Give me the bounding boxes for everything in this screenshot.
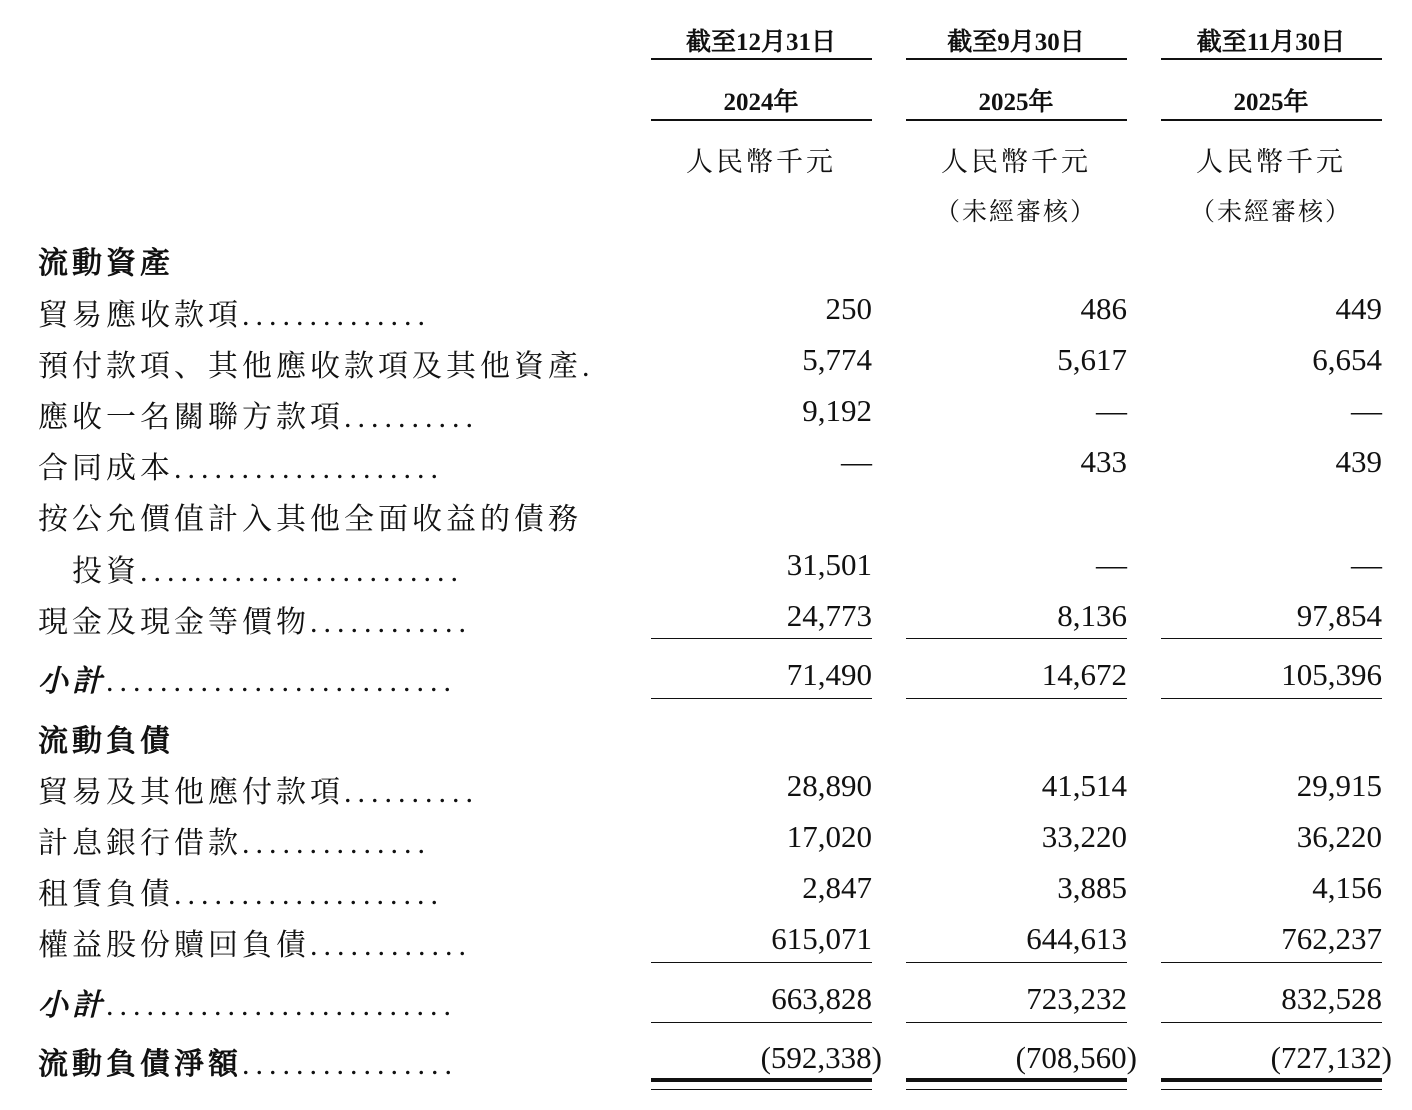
subtotal-rule (906, 1022, 1127, 1023)
subtotal-rule (1161, 698, 1382, 699)
value-cell: 17,020 (786, 819, 872, 854)
column-date: 截至12月31日 (685, 29, 836, 56)
column-year: 2024年 (723, 89, 799, 116)
leader-dots: . (582, 350, 596, 383)
leader-dots: .............. (242, 299, 431, 332)
subtotal-value: 71,490 (786, 657, 872, 692)
leader-dots: .................... (174, 452, 444, 485)
subtotal-rule (651, 1022, 872, 1023)
value-cell: — (841, 444, 872, 479)
subtotal-rule (1161, 962, 1382, 963)
header-rule (1161, 119, 1382, 121)
subtotal-value: 832,528 (1281, 981, 1382, 1016)
subtotal-label: 小計 (38, 665, 106, 698)
value-cell: 433 (1080, 444, 1127, 479)
leader-dots: ............ (310, 606, 472, 639)
header-rule (1161, 58, 1382, 60)
total-value: (727,132) (1270, 1040, 1392, 1075)
value-cell: 8,136 (1057, 598, 1127, 633)
value-cell: 29,915 (1296, 768, 1382, 803)
header-rule (906, 58, 1127, 60)
subtotal-value: 14,672 (1041, 657, 1127, 692)
total-double-rule (651, 1089, 872, 1090)
value-cell: 762,237 (1281, 921, 1382, 956)
value-cell: 28,890 (786, 768, 872, 803)
subtotal-rule (1161, 638, 1382, 639)
value-cell: 644,613 (1026, 921, 1127, 956)
subtotal-rule (651, 962, 872, 963)
total-double-rule (651, 1078, 872, 1086)
row-label: 按公允價值計入其他全面收益的債務 (38, 503, 582, 536)
value-cell: 250 (825, 291, 872, 326)
subtotal-value: 663,828 (771, 981, 872, 1016)
value-cell: 2,847 (802, 870, 872, 905)
row-label: 現金及現金等價物 (38, 606, 310, 639)
total-value: (708,560) (1015, 1040, 1137, 1075)
column-year: 2025年 (1233, 89, 1309, 116)
row-label: 合同成本 (38, 452, 174, 485)
subtotal-rule (1161, 1022, 1382, 1023)
column-year: 2025年 (978, 89, 1054, 116)
total-value: (592,338) (760, 1040, 882, 1075)
header-rule (651, 58, 872, 60)
value-cell: 41,514 (1041, 768, 1127, 803)
value-cell: 3,885 (1057, 870, 1127, 905)
subtotal-rule (651, 638, 872, 639)
subtotal-label: 小計 (38, 989, 106, 1022)
column-date: 截至11月30日 (1196, 29, 1346, 56)
row-label: 租賃負債 (38, 878, 174, 911)
row-label: 投資 (72, 555, 140, 588)
column-unit: 人民幣千元 (686, 147, 836, 177)
value-cell: 486 (1080, 291, 1127, 326)
leader-dots: .............. (242, 827, 431, 860)
row-label: 計息銀行借款 (38, 827, 242, 860)
value-cell: — (1351, 393, 1382, 428)
leader-dots: ............ (310, 929, 472, 962)
leader-dots: ........................ (140, 555, 464, 588)
header-rule (906, 119, 1127, 121)
value-cell: 449 (1335, 291, 1382, 326)
subtotal-value: 105,396 (1281, 657, 1382, 692)
column-note: （未經審核） (1189, 199, 1352, 226)
leader-dots: .......... (344, 776, 479, 809)
leader-dots: .......... (344, 401, 479, 434)
value-cell: 5,774 (802, 342, 872, 377)
value-cell: — (1096, 547, 1127, 582)
leader-dots: .................... (174, 878, 444, 911)
header-rule (651, 119, 872, 121)
column-date: 截至9月30日 (947, 29, 1085, 56)
value-cell: 24,773 (786, 598, 872, 633)
value-cell: — (1096, 393, 1127, 428)
value-cell: 97,854 (1296, 598, 1382, 633)
row-label: 貿易應收款項 (38, 299, 242, 332)
total-double-rule (906, 1089, 1127, 1090)
subtotal-rule (906, 698, 1127, 699)
column-unit: 人民幣千元 (941, 147, 1091, 177)
leader-dots: .......................... (106, 665, 457, 698)
total-double-rule (1161, 1089, 1382, 1090)
value-cell: 615,071 (771, 921, 872, 956)
value-cell: 33,220 (1041, 819, 1127, 854)
row-label: 應收一名關聯方款項 (38, 401, 344, 434)
subtotal-value: 723,232 (1026, 981, 1127, 1016)
total-double-rule (1161, 1078, 1382, 1086)
value-cell: 9,192 (802, 393, 872, 428)
total-label: 流動負債淨額 (38, 1048, 242, 1081)
value-cell: 4,156 (1312, 870, 1382, 905)
subtotal-rule (906, 962, 1127, 963)
value-cell: 31,501 (786, 547, 872, 582)
leader-dots: .......................... (106, 989, 457, 1022)
row-label: 預付款項、其他應收款項及其他資產 (38, 350, 582, 383)
value-cell: 439 (1335, 444, 1382, 479)
section-title-current-assets: 流動資產 (38, 247, 174, 280)
subtotal-rule (651, 698, 872, 699)
value-cell: 5,617 (1057, 342, 1127, 377)
value-cell: — (1351, 547, 1382, 582)
column-note: （未經審核） (934, 199, 1097, 226)
row-label: 貿易及其他應付款項 (38, 776, 344, 809)
column-unit: 人民幣千元 (1196, 147, 1346, 177)
value-cell: 36,220 (1296, 819, 1382, 854)
row-label: 權益股份贖回負債 (38, 929, 310, 962)
subtotal-rule (906, 638, 1127, 639)
total-double-rule (906, 1078, 1127, 1086)
leader-dots: ................ (242, 1048, 458, 1081)
section-title-current-liabilities: 流動負債 (38, 725, 174, 758)
value-cell: 6,654 (1312, 342, 1382, 377)
